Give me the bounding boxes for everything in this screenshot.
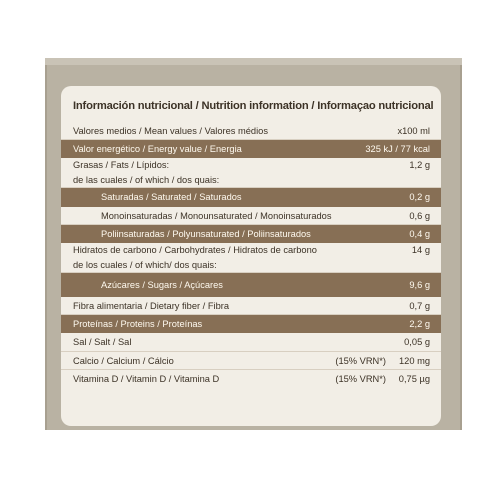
row-label: Fibra alimentaria / Dietary fiber / Fibra [73,300,230,311]
row-label: Azúcares / Sugars / Açúcares [101,279,223,290]
row-label: Sal / Salt / Sal [73,337,132,348]
row-value: 9,6 g [409,279,430,290]
row-value: 0,4 g [409,228,430,239]
row-value: 0,75 µg [398,373,430,384]
row-value: 325 kJ / 77 kcal [365,144,430,155]
row-value: 0,6 g [409,210,430,221]
row-value: 14 g [411,244,430,255]
nutrition-panel [61,86,441,426]
table-row [61,333,441,351]
row-label: Valores medios / Mean values / Valores médios [73,126,268,136]
row-value: 2,2 g [409,319,430,330]
row-value: 0,05 g [404,337,430,348]
table-row [61,207,441,225]
nutrition-table [61,122,441,388]
row-label: Poliinsaturadas / Polyunsaturated / Poliinsaturados [101,228,311,239]
row-label: Grasas / Fats / Lípidos: [73,160,170,171]
row-label: Saturadas / Saturated / Saturados [101,192,242,203]
row-value: 0,2 g [409,192,430,203]
table-row [61,258,441,273]
row-label: de las cuales / of which / dos quais: [73,175,220,186]
nutrition-title: Información nutricional / Nutrition information / Informaçao nutricional [73,100,434,112]
row-label: Hidratos de carbono / Carbohydrates / Hidratos de carbono [73,244,317,255]
table-row [61,225,441,243]
table-row [61,122,441,140]
row-label: Valor energético / Energy value / Energia [73,144,242,155]
table-row [61,297,441,315]
row-value: x100 ml [397,126,430,136]
table-row [61,352,441,370]
row-label: Vitamina D / Vitamin D / Vitamina D [73,373,220,384]
row-vrn: (15% VRN*) [335,373,386,384]
table-row [61,158,441,173]
row-label: Calcio / Calcium / Cálcio [73,355,174,366]
row-label: Proteínas / Proteins / Proteínas [73,319,203,330]
table-row [61,188,441,206]
row-value: 1,2 g [409,160,430,171]
row-value: 0,7 g [409,300,430,311]
table-row [61,173,441,188]
table-row [61,273,441,297]
table-row [61,370,441,388]
row-label: Monoinsaturadas / Monounsaturated / Monoinsaturados [101,210,332,221]
row-vrn: (15% VRN*) [335,355,386,366]
row-value: 120 mg [398,355,430,366]
table-row [61,315,441,333]
table-row [61,140,441,158]
row-label: de los cuales / of which/ dos quais: [73,259,217,270]
table-row [61,243,441,258]
